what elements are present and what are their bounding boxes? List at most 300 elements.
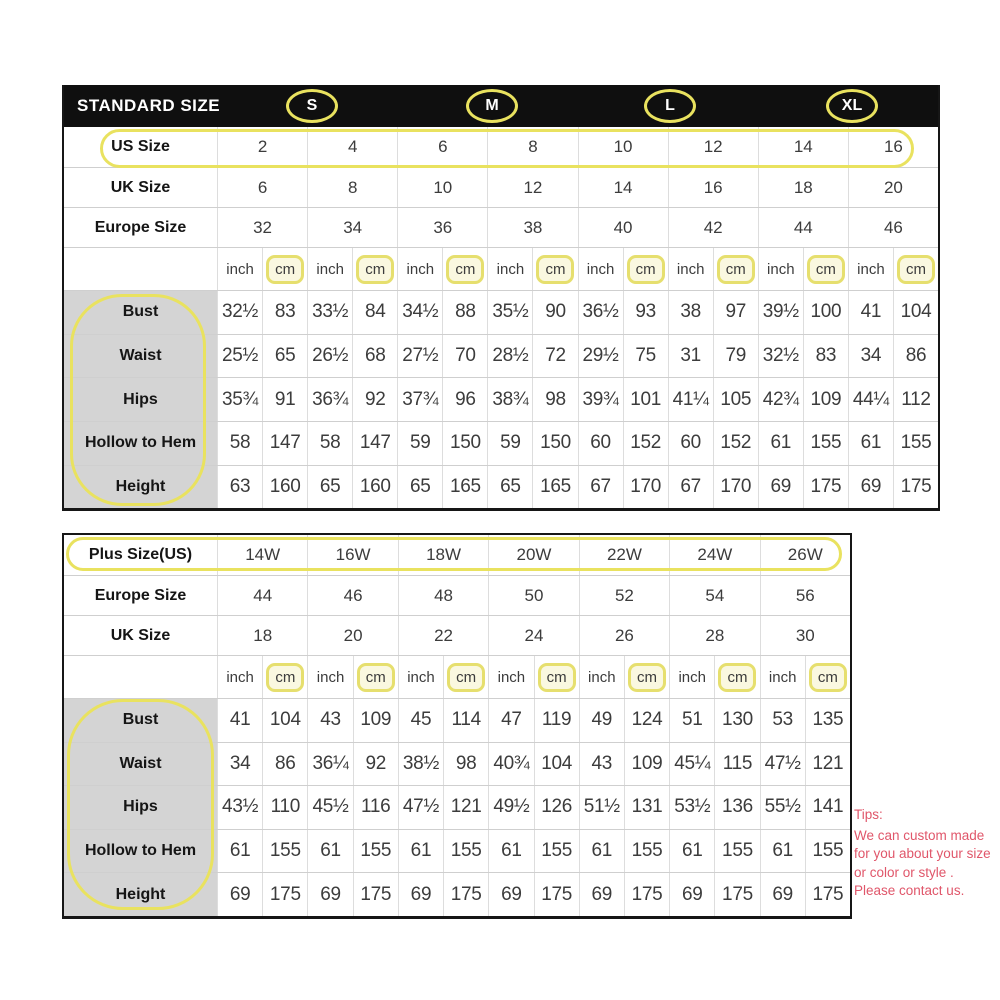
unit-cell (397, 248, 442, 290)
cm-highlight-box: cm (446, 255, 484, 284)
unit-cell (805, 656, 850, 698)
measure-value-cell: 155 (624, 830, 669, 873)
unit-cell (803, 248, 848, 290)
measure-label: Hips (64, 378, 217, 421)
plus-size-body (64, 535, 850, 916)
measure-value-cell: 51½ (579, 786, 624, 829)
measure-value-cell: 69 (307, 873, 352, 916)
unit-label: inch (857, 260, 885, 278)
measure-value-cell: 114 (443, 699, 488, 742)
measure-value-cell: 70 (442, 335, 487, 378)
size-value-cell: 36 (397, 208, 487, 247)
measure-label: Hollow to Hem (64, 830, 217, 873)
size-value-cell: 2 (217, 127, 307, 167)
unit-cell (262, 656, 307, 698)
cm-highlight-box: cm (266, 255, 304, 284)
unit-cell (623, 248, 668, 290)
measure-label: Hips (64, 786, 217, 829)
unit-cell (758, 248, 803, 290)
measure-value-cell: 36½ (578, 291, 623, 334)
measure-value-cell: 175 (714, 873, 759, 916)
measure-value-cell: 97 (713, 291, 758, 334)
measure-value-cell: 165 (532, 466, 577, 509)
row-label: UK Size (110, 626, 171, 644)
measure-value-cell: 69 (760, 873, 805, 916)
size-value-cell: 8 (307, 168, 397, 207)
unit-label: inch (406, 260, 435, 278)
measure-value-cell: 155 (353, 830, 398, 873)
measure-value-cell: 69 (488, 873, 533, 916)
size-value-cell: 14 (758, 127, 848, 167)
measure-value-cell: 150 (442, 422, 487, 465)
measure-value-cell: 155 (534, 830, 579, 873)
measure-value-cell: 51 (669, 699, 714, 742)
size-value-cell: 50 (488, 576, 578, 615)
measure-value-cell: 119 (534, 699, 579, 742)
measure-value-cell: 61 (307, 830, 352, 873)
measure-value-cell: 175 (534, 873, 579, 916)
measure-value-cell: 53½ (669, 786, 714, 829)
size-value-cell: 4 (307, 127, 397, 167)
size-value-cell: 24W (669, 535, 759, 575)
measure-value-cell: 175 (353, 873, 398, 916)
measure-value-cell: 49 (579, 699, 624, 742)
measure-value-cell: 155 (443, 830, 488, 873)
size-value-cell: 22 (398, 616, 488, 655)
measure-value-cell: 49½ (488, 786, 533, 829)
tips-title: Tips: (854, 807, 883, 822)
size-value-cell: 26W (760, 535, 850, 575)
measure-value-cell: 65 (487, 466, 532, 509)
size-value-cell: 20 (307, 616, 397, 655)
cm-highlight-box: cm (897, 255, 935, 284)
measure-value-cell: 93 (623, 291, 668, 334)
measure-value-cell: 61 (760, 830, 805, 873)
unit-row-label-empty (64, 656, 217, 698)
size-value-cell: 24 (488, 616, 578, 655)
unit-cell (442, 248, 487, 290)
size-value-cell: 18W (398, 535, 488, 575)
measure-value-cell: 55½ (760, 786, 805, 829)
unit-cell (579, 656, 624, 698)
size-value-cell: 42 (668, 208, 758, 247)
size-value-cell: 52 (579, 576, 669, 615)
unit-cell (217, 248, 262, 290)
measure-value-cell: 86 (262, 743, 307, 786)
size-row (64, 535, 850, 575)
measure-label: Waist (64, 743, 217, 786)
size-group-circle-l: L (644, 89, 696, 123)
standard-size-table (62, 85, 940, 511)
measure-value-cell: 109 (624, 743, 669, 786)
tips-line: or color or style . (854, 864, 954, 880)
measure-value-cell: 152 (713, 422, 758, 465)
measure-value-cell: 69 (758, 466, 803, 509)
cm-highlight-box: cm (718, 663, 756, 692)
measure-value-cell: 165 (442, 466, 487, 509)
row-label: Europe Size (94, 586, 187, 604)
measure-value-cell: 61 (217, 830, 262, 873)
unit-cell (624, 656, 669, 698)
size-value-cell: 40 (578, 208, 668, 247)
size-row (64, 127, 938, 167)
unit-row (64, 655, 850, 698)
unit-label: inch (407, 668, 435, 686)
size-value-cell: 10 (578, 127, 668, 167)
tips-lines (854, 827, 999, 901)
measure-value-cell: 61 (488, 830, 533, 873)
row-label: US Size (111, 138, 170, 155)
unit-label: inch (676, 260, 705, 278)
measure-value-cell: 60 (578, 422, 623, 465)
measure-value-cell: 41 (848, 291, 893, 334)
measure-value-cell: 109 (803, 378, 848, 421)
measure-value-cell: 35½ (487, 291, 532, 334)
measure-row (64, 785, 850, 829)
measure-label: Height (64, 466, 217, 509)
measure-value-cell: 69 (848, 466, 893, 509)
measure-value-cell: 121 (805, 743, 850, 786)
size-value-cell: 14W (217, 535, 307, 575)
measure-value-cell: 84 (352, 291, 397, 334)
size-value-cell: 18 (758, 168, 848, 207)
cm-highlight-box: cm (536, 255, 574, 284)
unit-label: inch (316, 668, 345, 686)
size-group-circle-xl: XL (826, 89, 878, 123)
measure-value-cell: 37¾ (397, 378, 442, 421)
unit-cell (893, 248, 938, 290)
size-value-cell: 46 (307, 576, 397, 615)
measure-value-cell: 65 (397, 466, 442, 509)
measure-value-cell: 90 (532, 291, 577, 334)
measure-value-cell: 155 (714, 830, 759, 873)
cm-highlight-box: cm (538, 663, 576, 692)
measure-value-cell: 27½ (397, 335, 442, 378)
size-value-cell: 46 (848, 208, 938, 247)
unit-label: inch (226, 668, 254, 686)
measure-label: Height (64, 873, 217, 916)
measure-value-cell: 175 (443, 873, 488, 916)
measure-value-cell: 45½ (307, 786, 352, 829)
measure-value-cell: 43 (307, 699, 352, 742)
measure-value-cell: 155 (803, 422, 848, 465)
measure-value-cell: 38¾ (487, 378, 532, 421)
size-value-cell: 14 (578, 168, 668, 207)
measure-value-cell: 105 (713, 378, 758, 421)
measure-value-cell: 34 (848, 335, 893, 378)
measure-value-cell: 38½ (398, 743, 443, 786)
standard-size-body (64, 127, 938, 508)
measure-value-cell: 25½ (217, 335, 262, 378)
measure-value-cell: 160 (352, 466, 397, 509)
measure-value-cell: 79 (713, 335, 758, 378)
size-value-cell: 20 (848, 168, 938, 207)
measure-value-cell: 98 (443, 743, 488, 786)
measure-value-cell: 36¾ (307, 378, 352, 421)
measure-value-cell: 86 (893, 335, 938, 378)
unit-cell (532, 248, 577, 290)
size-value-cell: 16 (668, 168, 758, 207)
size-value-cell: 32 (217, 208, 307, 247)
measure-value-cell: 92 (353, 743, 398, 786)
unit-cell (353, 656, 398, 698)
size-group-circle-m: M (466, 89, 518, 123)
size-value-cell: 6 (217, 168, 307, 207)
unit-cell (307, 656, 352, 698)
measure-value-cell: 175 (262, 873, 307, 916)
unit-cell (487, 248, 532, 290)
measure-value-cell: 58 (307, 422, 352, 465)
measure-value-cell: 43½ (217, 786, 262, 829)
measure-value-cell: 92 (352, 378, 397, 421)
cm-highlight-box: cm (447, 663, 485, 692)
measure-value-cell: 115 (714, 743, 759, 786)
cm-highlight-box: cm (627, 255, 665, 284)
measure-value-cell: 170 (713, 466, 758, 509)
unit-cell (848, 248, 893, 290)
measure-value-cell: 69 (217, 873, 262, 916)
unit-cell (760, 656, 805, 698)
measure-value-cell: 40¾ (488, 743, 533, 786)
measure-row (64, 465, 938, 509)
measure-value-cell: 68 (352, 335, 397, 378)
measure-row (64, 334, 938, 378)
size-group-circle-s: S (286, 89, 338, 123)
unit-cell (668, 248, 713, 290)
measure-value-cell: 61 (669, 830, 714, 873)
measure-row (64, 698, 850, 742)
measure-value-cell: 65 (307, 466, 352, 509)
measure-value-cell: 83 (262, 291, 307, 334)
measure-value-cell: 33½ (307, 291, 352, 334)
unit-cell (398, 656, 443, 698)
measure-value-cell: 45 (398, 699, 443, 742)
measure-value-cell: 135 (805, 699, 850, 742)
standard-size-title: STANDARD SIZE (77, 96, 221, 115)
unit-label: inch (496, 260, 525, 278)
measure-value-cell: 32½ (217, 291, 262, 334)
unit-cell (443, 656, 488, 698)
unit-label: inch (586, 260, 615, 278)
measure-value-cell: 121 (443, 786, 488, 829)
measure-value-cell: 147 (352, 422, 397, 465)
measure-value-cell: 61 (579, 830, 624, 873)
measure-value-cell: 59 (487, 422, 532, 465)
measure-value-cell: 141 (805, 786, 850, 829)
measure-label: Bust (64, 699, 217, 742)
measure-value-cell: 124 (624, 699, 669, 742)
size-value-cell: 38 (487, 208, 577, 247)
unit-row (64, 247, 938, 290)
size-value-cell: 10 (397, 168, 487, 207)
cm-highlight-box: cm (717, 255, 755, 284)
unit-label: inch (226, 260, 254, 278)
size-value-cell: 22W (579, 535, 669, 575)
size-value-cell: 28 (669, 616, 759, 655)
measure-value-cell: 32½ (758, 335, 803, 378)
measure-value-cell: 126 (534, 786, 579, 829)
row-label: Plus Size(US) (88, 546, 193, 563)
measure-value-cell: 88 (442, 291, 487, 334)
measure-value-cell: 45¼ (669, 743, 714, 786)
measure-value-cell: 47½ (398, 786, 443, 829)
measure-value-cell: 47 (488, 699, 533, 742)
measure-value-cell: 110 (262, 786, 307, 829)
size-value-cell: 30 (760, 616, 850, 655)
measure-value-cell: 38 (668, 291, 713, 334)
unit-cell (713, 248, 758, 290)
measure-value-cell: 61 (758, 422, 803, 465)
measure-value-cell: 96 (442, 378, 487, 421)
measure-row (64, 829, 850, 873)
measure-value-cell: 41¼ (668, 378, 713, 421)
size-value-cell: 12 (487, 168, 577, 207)
unit-label: inch (678, 668, 706, 686)
measure-value-cell: 75 (623, 335, 668, 378)
measure-value-cell: 155 (262, 830, 307, 873)
size-value-cell: 44 (217, 576, 307, 615)
unit-cell (262, 248, 307, 290)
measure-value-cell: 36¼ (307, 743, 352, 786)
measure-value-cell: 175 (805, 873, 850, 916)
measure-value-cell: 101 (623, 378, 668, 421)
size-value-cell: 16 (848, 127, 938, 167)
size-value-cell: 8 (487, 127, 577, 167)
unit-cell (307, 248, 352, 290)
row-label: UK Size (110, 178, 171, 196)
unit-cell (534, 656, 579, 698)
cm-highlight-box: cm (266, 663, 304, 692)
measure-value-cell: 72 (532, 335, 577, 378)
cm-highlight-box: cm (357, 663, 395, 692)
tips-line: Please contact us. (854, 883, 965, 898)
unit-label: inch (316, 260, 344, 278)
measure-value-cell: 41 (217, 699, 262, 742)
standard-size-header (64, 85, 938, 127)
tips-line: for you about your size (854, 846, 991, 861)
size-value-cell: 44 (758, 208, 848, 247)
measure-value-cell: 28½ (487, 335, 532, 378)
unit-cell (217, 656, 262, 698)
measure-value-cell: 116 (353, 786, 398, 829)
size-row (64, 207, 938, 247)
measure-value-cell: 91 (262, 378, 307, 421)
measure-value-cell: 175 (893, 466, 938, 509)
measure-value-cell: 67 (578, 466, 623, 509)
measure-value-cell: 47½ (760, 743, 805, 786)
measure-row (64, 421, 938, 465)
size-value-cell: 20W (488, 535, 578, 575)
size-value-cell: 16W (307, 535, 397, 575)
size-value-cell: 18 (217, 616, 307, 655)
measure-value-cell: 61 (398, 830, 443, 873)
measure-value-cell: 44¼ (848, 378, 893, 421)
measure-value-cell: 175 (624, 873, 669, 916)
measure-row (64, 742, 850, 786)
measure-label: Hollow to Hem (64, 422, 217, 465)
unit-cell (714, 656, 759, 698)
measure-value-cell: 34 (217, 743, 262, 786)
measure-value-cell: 104 (893, 291, 938, 334)
measure-value-cell: 150 (532, 422, 577, 465)
measure-value-cell: 100 (803, 291, 848, 334)
size-value-cell: 56 (760, 576, 850, 615)
measure-value-cell: 58 (217, 422, 262, 465)
tips-line: We can custom made (854, 827, 985, 843)
measure-value-cell: 42¾ (758, 378, 803, 421)
measure-value-cell: 53 (760, 699, 805, 742)
size-value-cell: 34 (307, 208, 397, 247)
cm-highlight-box: cm (628, 663, 666, 692)
measure-value-cell: 160 (262, 466, 307, 509)
row-label: Europe Size (94, 218, 187, 236)
measure-value-cell: 43 (579, 743, 624, 786)
measure-value-cell: 65 (262, 335, 307, 378)
measure-value-cell: 130 (714, 699, 759, 742)
measure-value-cell: 170 (623, 466, 668, 509)
measure-value-cell: 69 (398, 873, 443, 916)
unit-label: inch (588, 668, 616, 686)
measure-label: Bust (64, 291, 217, 334)
measure-value-cell: 104 (262, 699, 307, 742)
size-value-cell: 6 (397, 127, 487, 167)
measure-value-cell: 131 (624, 786, 669, 829)
measure-value-cell: 63 (217, 466, 262, 509)
unit-label: inch (767, 260, 795, 278)
cm-highlight-box: cm (807, 255, 845, 284)
unit-cell (488, 656, 533, 698)
measure-value-cell: 39¾ (578, 378, 623, 421)
measure-value-cell: 39½ (758, 291, 803, 334)
measure-value-cell: 59 (397, 422, 442, 465)
measure-value-cell: 112 (893, 378, 938, 421)
measure-row (64, 290, 938, 334)
measure-value-cell: 152 (623, 422, 668, 465)
measure-value-cell: 109 (353, 699, 398, 742)
measure-value-cell: 175 (803, 466, 848, 509)
measure-value-cell: 69 (579, 873, 624, 916)
measure-value-cell: 61 (848, 422, 893, 465)
plus-size-table (62, 533, 852, 919)
unit-label: inch (497, 668, 526, 686)
unit-cell (669, 656, 714, 698)
measure-value-cell: 31 (668, 335, 713, 378)
unit-row-label-empty (64, 248, 217, 290)
measure-row (64, 872, 850, 916)
unit-label: inch (768, 668, 797, 686)
measure-value-cell: 98 (532, 378, 577, 421)
measure-value-cell: 67 (668, 466, 713, 509)
cm-highlight-box: cm (809, 663, 847, 692)
unit-cell (352, 248, 397, 290)
measure-value-cell: 83 (803, 335, 848, 378)
measure-value-cell: 147 (262, 422, 307, 465)
size-value-cell: 54 (669, 576, 759, 615)
size-value-cell: 48 (398, 576, 488, 615)
measure-value-cell: 29½ (578, 335, 623, 378)
measure-value-cell: 155 (805, 830, 850, 873)
cm-highlight-box: cm (356, 255, 394, 284)
measure-value-cell: 35¾ (217, 378, 262, 421)
measure-value-cell: 104 (534, 743, 579, 786)
measure-row (64, 377, 938, 421)
size-value-cell: 12 (668, 127, 758, 167)
measure-value-cell: 60 (668, 422, 713, 465)
size-row (64, 575, 850, 615)
unit-cell (578, 248, 623, 290)
size-row (64, 167, 938, 207)
measure-value-cell: 34½ (397, 291, 442, 334)
